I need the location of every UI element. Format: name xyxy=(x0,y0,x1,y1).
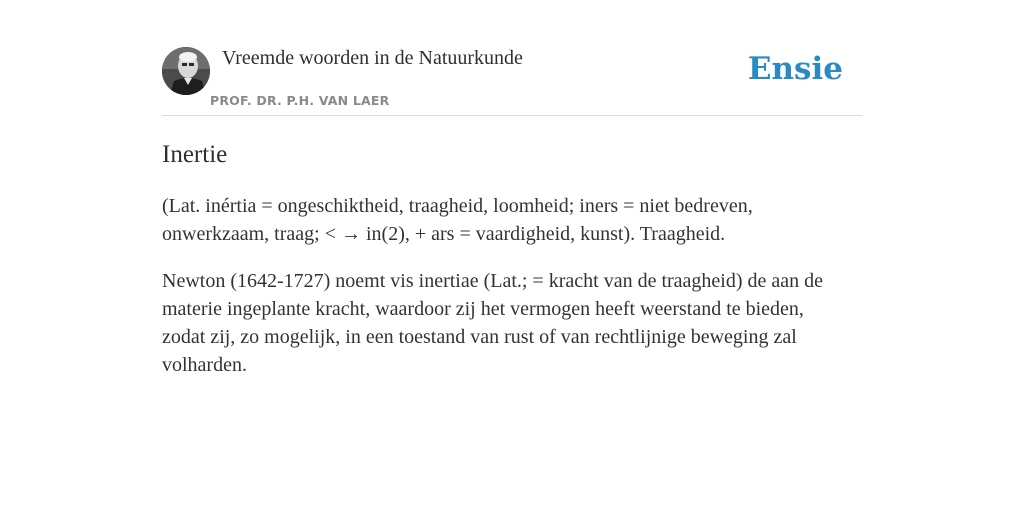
entry-paragraph: Newton (1642-1727) noemt vis inertiae (Lat.; = kracht van de traagheid) de aan de materie ingeplante kracht, waardoor zij het vermogen heeft weerstand te bieden, zodat zij, zo mogelijk, in een toestand van rust of van rechtlijnige beweging zal volharden. xyxy=(162,270,824,376)
author-avatar[interactable] xyxy=(162,47,210,95)
author-portrait-icon xyxy=(162,47,210,95)
entry-content xyxy=(162,192,852,398)
entry-paragraph: (Lat. inértia = ongeschiktheid, traagheid, loomheid; iners = niet bedreven, onwerkzaam, traag; < → in(2), + ars = vaardigheid, kunst). Traagheid. xyxy=(162,195,753,245)
header-divider xyxy=(162,115,862,116)
entry-title: Inertie xyxy=(162,141,228,168)
book-title[interactable]: Vreemde woorden in de Natuurkunde xyxy=(222,47,523,69)
brand-logo[interactable]: Ensie xyxy=(747,51,843,87)
author-name[interactable]: PROF. DR. P.H. VAN LAER xyxy=(210,93,390,108)
